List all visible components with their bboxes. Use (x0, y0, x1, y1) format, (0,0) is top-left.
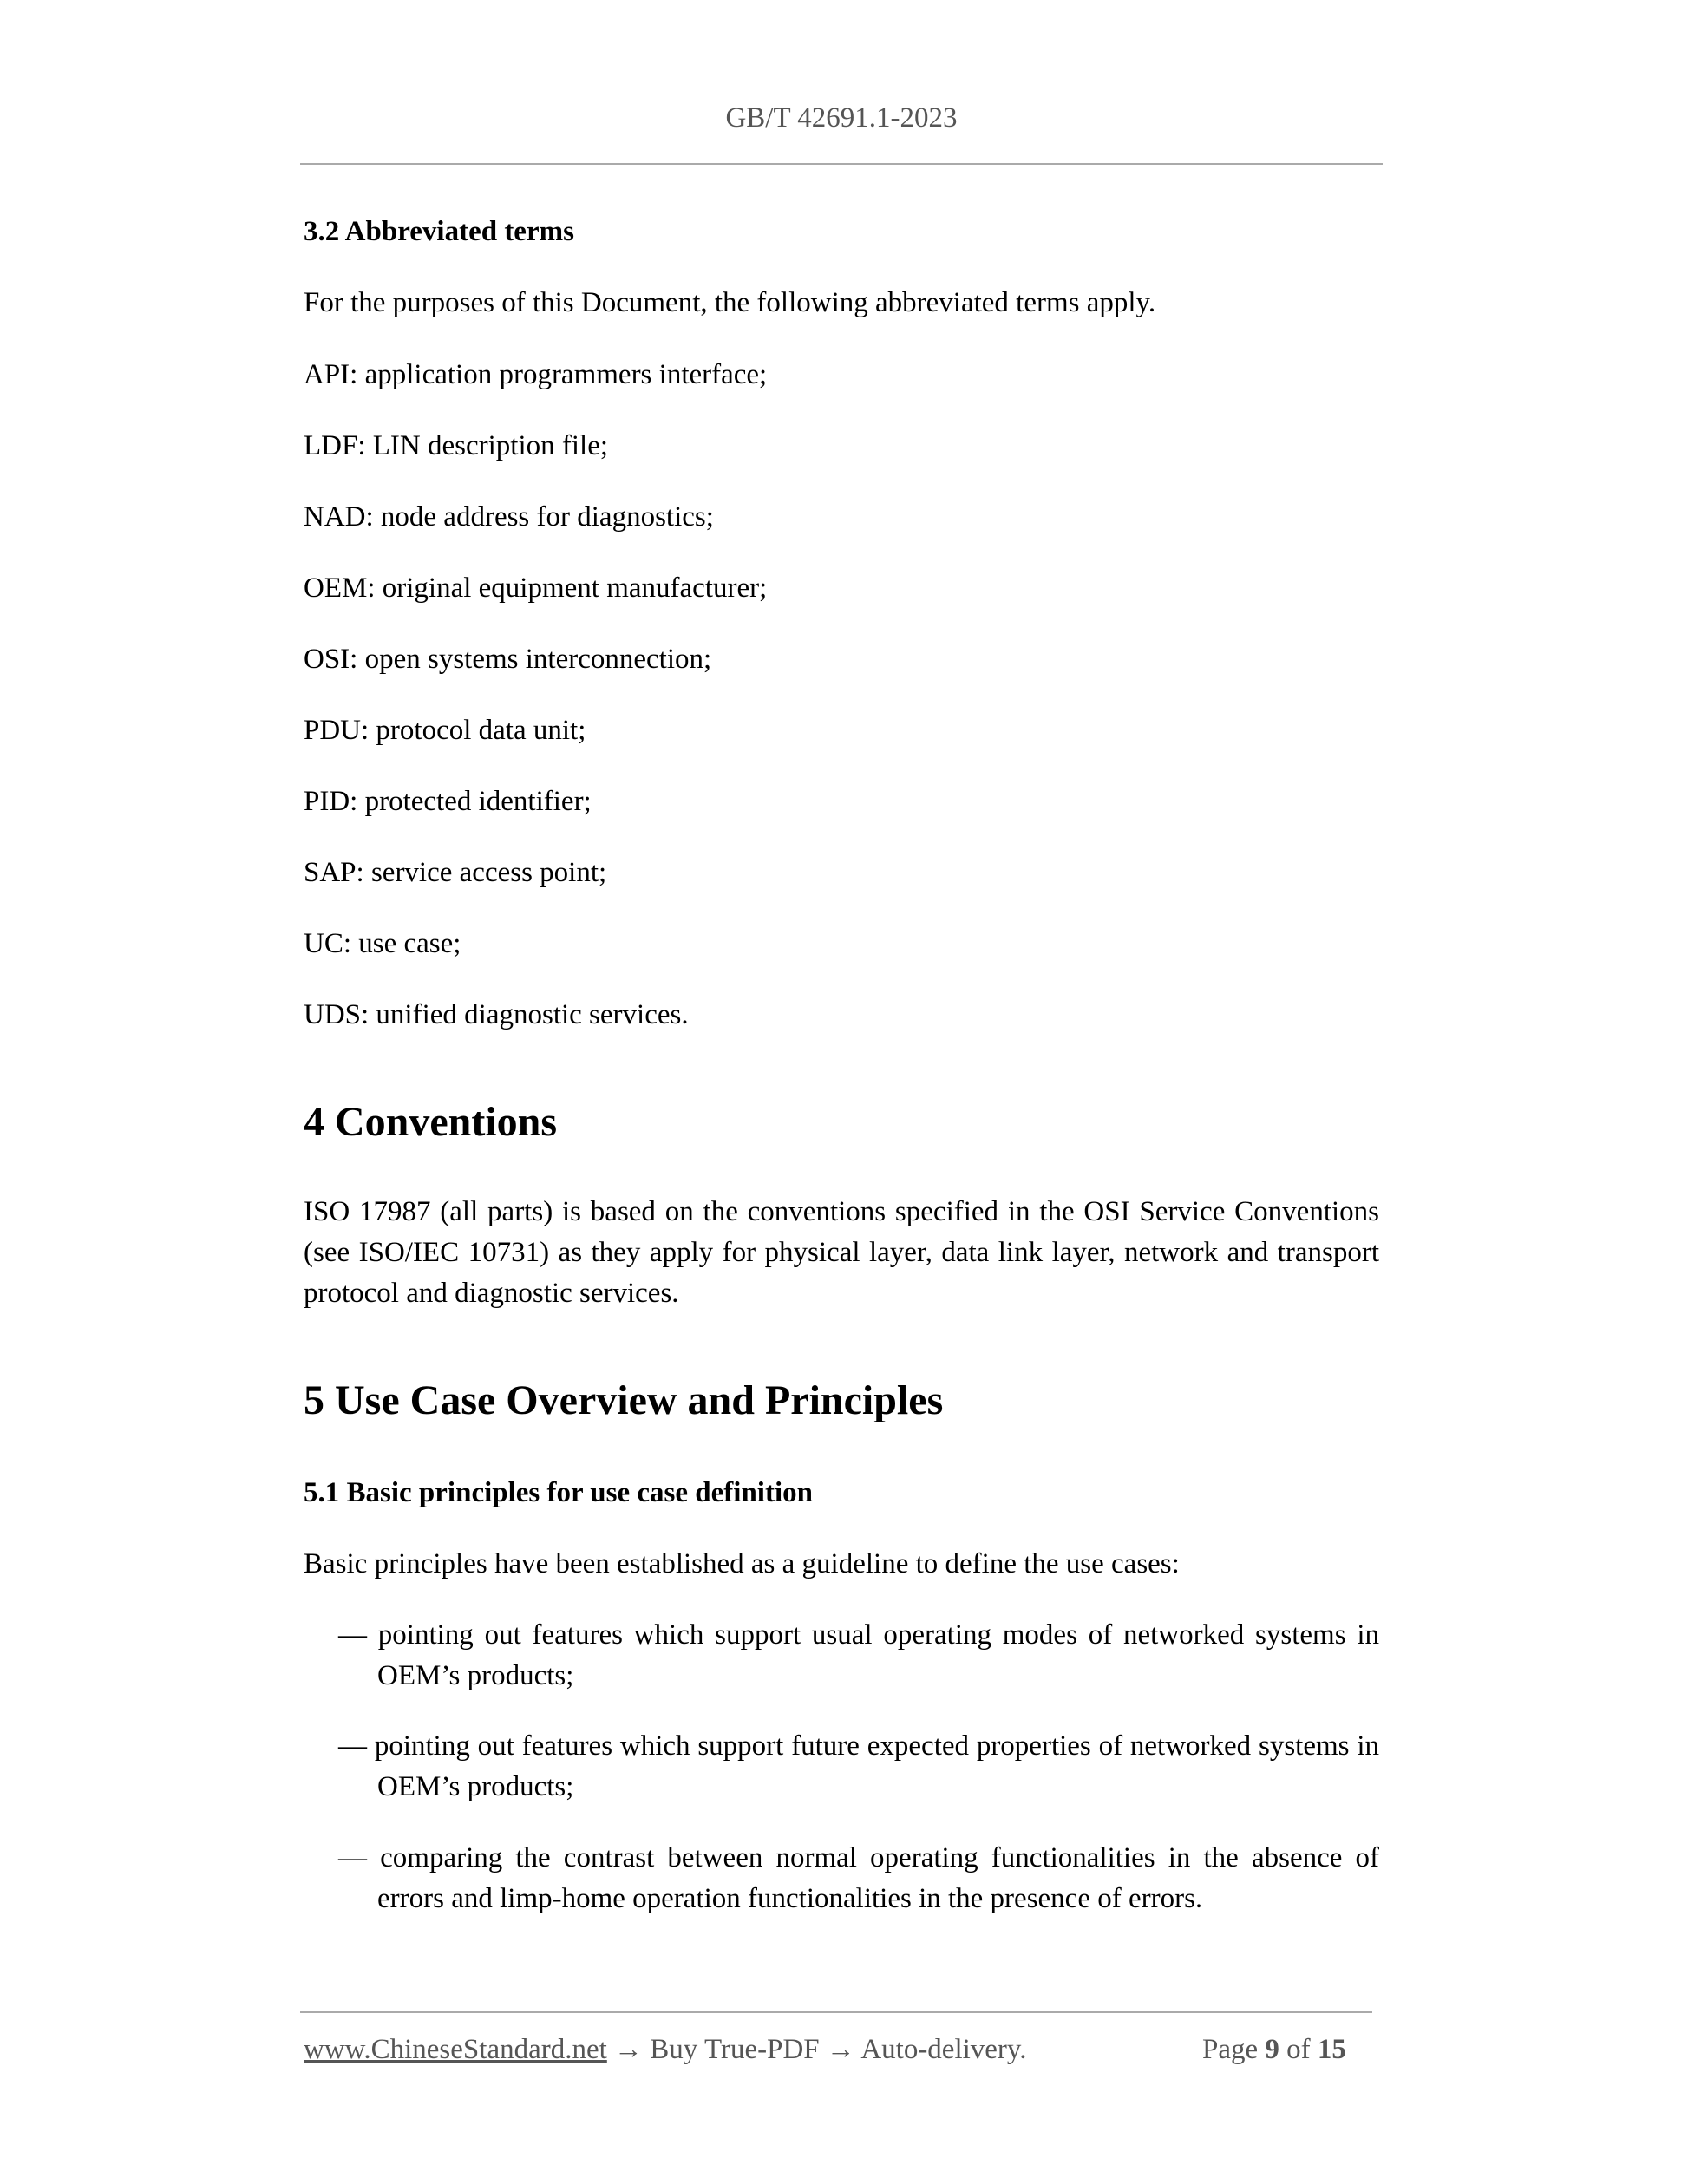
site-link[interactable]: www.ChineseStandard.net (304, 2034, 607, 2065)
section-5-1-intro: Basic principles have been established as a guideline to define the use cases: (304, 1548, 1180, 1579)
footer-links (304, 2030, 1027, 2069)
of-label: of (1286, 2034, 1311, 2065)
term-osi: OSI: open systems interconnection; (304, 644, 712, 675)
term-oem: OEM: original equipment manufacturer; (304, 572, 768, 604)
document-header: GB/T 42691.1-2023 (725, 102, 958, 134)
header-divider (300, 163, 1383, 165)
auto-delivery-text: Auto-delivery. (860, 2034, 1027, 2065)
arrow-icon: → (614, 2034, 644, 2065)
principle-bullet-1: — pointing out features which support usual operating modes of networked systems in OEM’s products; (338, 1619, 1379, 1691)
term-sap: SAP: service access point; (304, 857, 607, 888)
buy-true-pdf-text: Buy True-PDF (650, 2034, 820, 2065)
term-uc: UC: use case; (304, 928, 461, 959)
arrow-icon: → (826, 2034, 855, 2065)
section-3-2-intro: For the purposes of this Document, the following abbreviated terms apply. (304, 287, 1156, 318)
section-4-heading: 4 Conventions (304, 1099, 558, 1145)
section-5-heading: 5 Use Case Overview and Principles (304, 1377, 944, 1423)
page-total: 15 (1317, 2034, 1346, 2065)
term-api: API: application programmers interface; (304, 359, 768, 390)
term-nad: NAD: node address for diagnostics; (304, 501, 714, 533)
term-uds: UDS: unified diagnostic services. (304, 999, 689, 1030)
term-pdu: PDU: protocol data unit; (304, 715, 586, 746)
page-indicator (1202, 2030, 1346, 2069)
footer-divider (300, 2011, 1372, 2013)
section-5-1-heading: 5.1 Basic principles for use case definition (304, 1477, 813, 1508)
section-4-paragraph: ISO 17987 (all parts) is based on the conventions specified in the OSI Service Conventions (see ISO/IEC 10731) as they apply for physical layer, data link layer, network and transport protocol and diagnostic services. (304, 1196, 1379, 1309)
term-ldf: LDF: LIN description file; (304, 430, 609, 461)
principle-bullet-3: — comparing the contrast between normal operating functionalities in the absence of errors and limp-home operation functionalities in the presence of errors. (338, 1842, 1379, 1914)
page-number: 9 (1265, 2034, 1279, 2065)
section-3-2-heading: 3.2 Abbreviated terms (304, 216, 574, 247)
page-label: Page (1202, 2034, 1259, 2065)
principle-bullet-2: — pointing out features which support future expected properties of networked systems in OEM’s products; (338, 1730, 1379, 1802)
term-pid: PID: protected identifier; (304, 786, 592, 817)
